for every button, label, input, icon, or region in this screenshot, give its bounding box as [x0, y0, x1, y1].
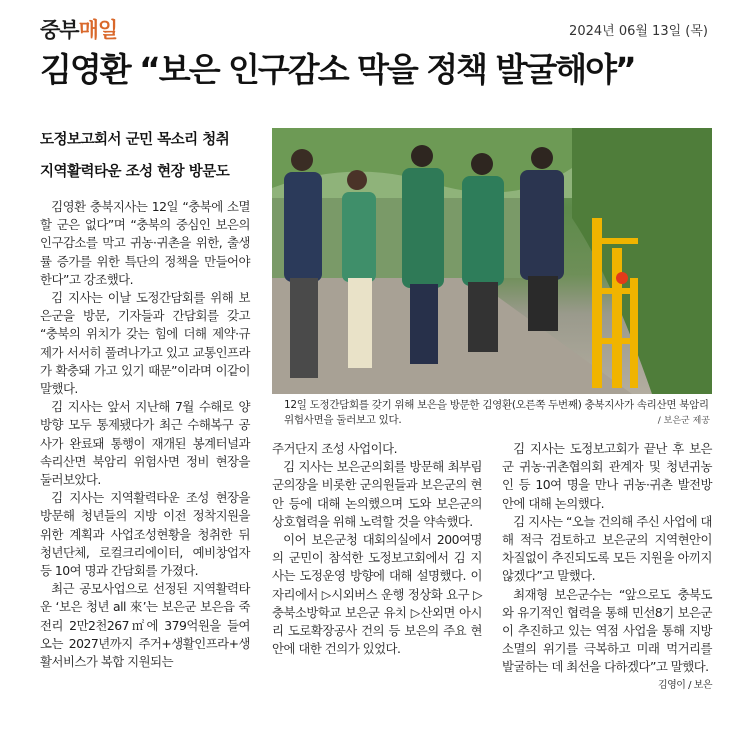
- article-column-3: [502, 440, 712, 695]
- subhead-2: 지역활력타운 조성 현장 방문도: [40, 164, 230, 180]
- news-photo: [272, 128, 712, 394]
- logo-text-1: 중부: [40, 18, 79, 42]
- article-column-2: [272, 440, 482, 658]
- photo-caption: 12일 도정간담회를 갖기 위해 보은을 방문한 김영환(오른쪽 두번째) 충북지사가 속리산면 북암리 위험사면을 둘러보고 있다.: [284, 399, 709, 426]
- newspaper-logo: [40, 14, 117, 44]
- paragraph: 이어 보은군청 대회의실에서 200여명의 군민이 참석한 도정보고회에서 김 지사는 도정운영 방향에 대해 설명했다. 이 자리에서 ▷시외버스 운행 정상화 요구 ▷충북소방학교 보은군 유치 ▷산외면 아시리 도로확장공사 건의 등 보은의 주요 현안에 대한 건의가 있었다.: [272, 532, 482, 657]
- paragraph: 최근 공모사업으로 선정된 지역활력타운 ‘보은 청년 all 來’는 보은군 보은읍 죽전리 2만2천267㎡에 379억원을 들여 오는 2027년까지 주거+생활인프라+생활서비스가 복합 지원되는: [40, 581, 250, 670]
- paragraph: 김 지사는 지역활력타운 조성 현장을 방문해 청년들의 지방 이전 정착지원을 위한 계획과 사업조성현황을 청취한 뒤 청년단체, 로컬크리에이터, 예비창업자 등 10여 명과 간담회를 가졌다.: [40, 490, 250, 579]
- byline: 김영이 / 보은: [657, 679, 712, 691]
- paragraph: 김 지사는 “오늘 건의해 주신 사업에 대해 적극 검토하고 보은군의 지역현안이 차질없이 추진되도록 모든 지원을 아끼지 않겠다”고 말했다.: [502, 513, 712, 584]
- paragraph: 김 지사는 도정보고회가 끝난 후 보은군 귀농·귀촌협의회 관계자 및 청년귀농인 등 10여 명을 만나 귀농·귀촌 발전방안에 대해 논의했다.: [502, 441, 712, 511]
- photo-illustration: [272, 128, 712, 394]
- publication-date: 2024년 06월 13일 (목): [569, 24, 708, 39]
- logo-text-2: 매일: [78, 18, 118, 42]
- paragraph: 최재형 보은군수는 “앞으로도 충북도와 유기적인 협력을 통해 민선8기 보은군이 추진하고 있는 역점 사업을 통해 지방소멸의 위기를 극복하고 미래 먹거리를 발굴하는 데 최선을 다하겠다”고 말했다.: [502, 586, 712, 675]
- photo-credit: / 보은군 제공: [657, 416, 710, 426]
- paragraph: 김 지사는 이날 도정간담회를 위해 보은군을 방문, 기자들과 간담회를 갖고 “충북의 위치가 갖는 힘에 더해 제약·규제가 서서히 풀려나가고 있고 교통인프라가 확충돼 가고 있기 때문”이라며 이같이 말했다.: [40, 290, 250, 397]
- headline: 김영환 “보은 인구감소 막을 정책 발굴해야”: [40, 50, 635, 89]
- paragraph: 주거단지 조성 사업이다.: [272, 441, 398, 456]
- article-column-1: [40, 198, 250, 671]
- paragraph: 김 지사는 보은군의회를 방문해 최부림 군의장을 비롯한 군의원들과 보은군의 현안 등에 대해 논의했으며 도와 보은군의 상호협력을 위해 노력할 것을 약속했다.: [272, 459, 482, 529]
- paragraph: 김영환 충북지사는 12일 “충북에 소멸할 군은 없다”며 “충북의 중심인 보은의 인구감소를 막고 귀농·귀촌을 위한, 출생률 증가를 위한 특단의 정책을 만들어야 한다”고 강조했다.: [40, 199, 250, 287]
- paragraph: 김 지사는 앞서 지난해 7월 수해로 양방향 모두 통제됐다가 최근 수해복구 공사가 완료돼 통행이 재개된 봉계터널과 속리산면 북암리 위험사면 정비 현장을 둘러보았다.: [40, 399, 250, 488]
- subhead-1: 도정보고회서 군민 목소리 청취: [40, 132, 230, 148]
